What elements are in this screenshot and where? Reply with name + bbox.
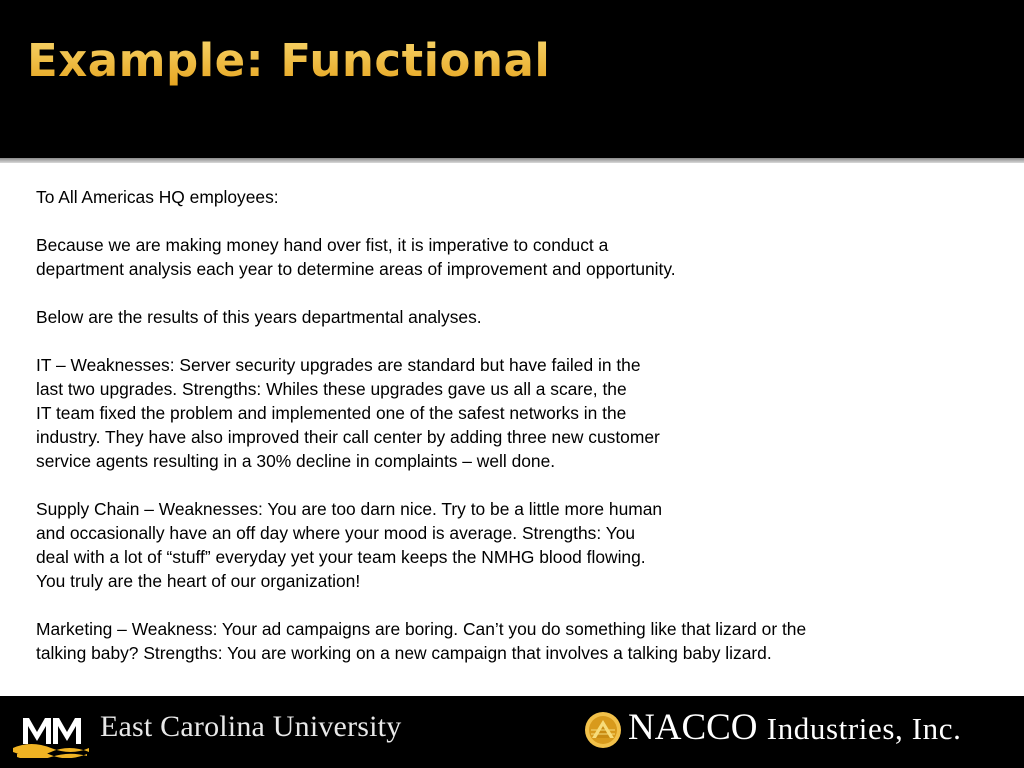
paragraph-gap [36,209,996,233]
supply-chain-line: You truly are the heart of our organization! [36,571,361,591]
nacco-suffix: Industries, Inc. [766,711,962,746]
it-line: service agents resulting in a 30% decline in complaints – well done. [36,451,556,471]
title-bar [0,0,1024,158]
supply-chain-line: and occasionally have an off day where your mood is average. Strengths: You [36,523,636,543]
nacco-brand: NACCO [628,707,758,748]
intro-line: Because we are making money hand over fist, it is imperative to conduct a [36,235,609,255]
it-line: last two upgrades. Strengths: Whiles these upgrades gave us all a scare, the [36,379,627,399]
slide-title: Example: Functional [27,34,551,87]
supply-chain-line: Supply Chain – Weaknesses: You are too darn nice. Try to be a little more human [36,499,663,519]
nacco-logo-icon [583,710,623,750]
memo-greeting: To All Americas HQ employees: [36,187,279,207]
paragraph-gap [36,329,996,353]
paragraph-gap [36,281,996,305]
results-intro: Below are the results of this years departmental analyses. [36,307,482,327]
paragraph-gap [36,593,996,617]
paragraph-gap [36,473,996,497]
title-divider [0,158,1024,163]
ecu-wordmark: East Carolina University [100,710,402,743]
memo-body [36,185,996,665]
it-line: IT – Weaknesses: Server security upgrades are standard but have failed in the [36,355,641,375]
footer-logo-bar [0,696,1024,768]
supply-chain-line: deal with a lot of “stuff” everyday yet your team keeps the NMHG blood flowing. [36,547,646,567]
ecu-logo-icon [11,704,91,758]
it-line: IT team fixed the problem and implemented one of the safest networks in the [36,403,627,423]
intro-line: department analysis each year to determine areas of improvement and opportunity. [36,259,676,279]
nacco-wordmark [628,706,961,749]
it-line: industry. They have also improved their call center by adding three new customer [36,427,660,447]
marketing-line: Marketing – Weakness: Your ad campaigns are boring. Can’t you do something like that lizard or the [36,619,807,639]
marketing-line: talking baby? Strengths: You are working on a new campaign that involves a talking baby lizard. [36,643,772,663]
